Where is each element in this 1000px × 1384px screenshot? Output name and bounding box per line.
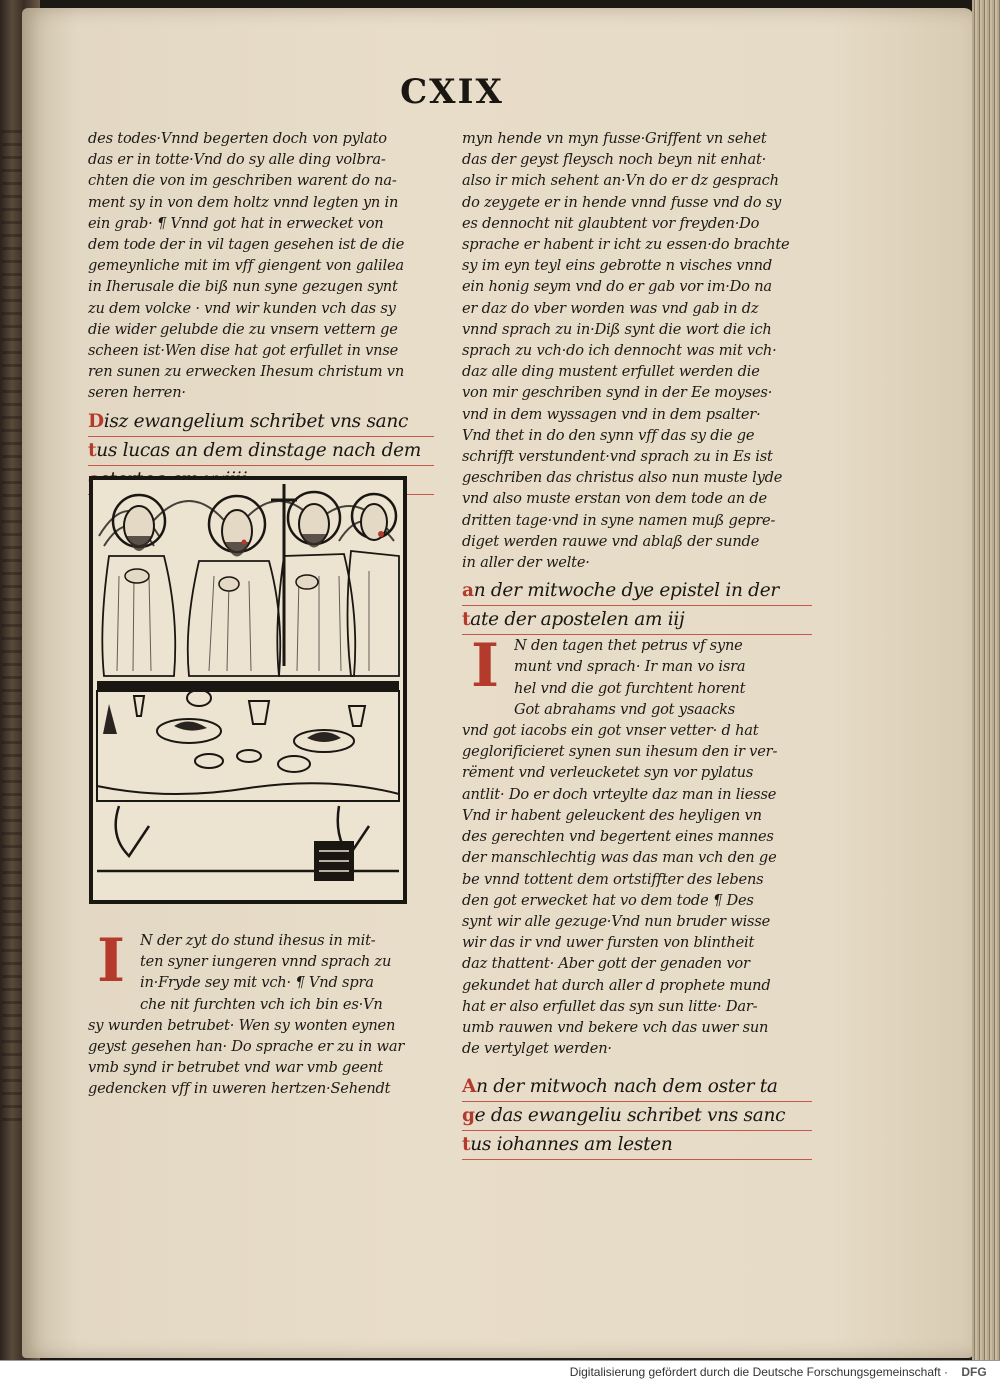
text-line-6: gemeynliche mit im vff giengent von galilea — [88, 257, 404, 275]
text-line-0: myn hende vn myn fusse·Griffent vn sehet — [462, 130, 767, 147]
text-line-20: in aller der welte· — [462, 554, 590, 572]
folio-number: CXIX — [400, 72, 504, 112]
text-line-9: synt wir alle gezuge·Vnd nun bruder wisse — [462, 912, 771, 930]
text-line-1: das er in totte·Vnd do sy alle ding volbra- — [88, 151, 386, 169]
text-line-15: schrifft verstundent·vnd sprach zu in Es ist — [462, 448, 773, 466]
text-line-6: sy im eyn teyl eins gebrotte n visches vnnd — [462, 257, 772, 275]
heading-rubric-3 — [462, 1073, 812, 1160]
text-line-14: umb rauwen vnd bekere vch das uwer sun — [462, 1018, 769, 1036]
text-line-10: wir das ir vnd uwer fursten von blintheit — [462, 934, 755, 952]
text-line-10: scheen ist·Wen dise hat got erfullet in vnse — [88, 342, 399, 360]
text-line-17: vnd also muste erstan von dem tode an de — [462, 490, 767, 508]
text-line-4: Vnd ir habent geleuckent des heyligen vn — [462, 806, 762, 824]
funding-notice: Digitalisierung gefördert durch die Deutsche Forschungsgemeinschaft · — [569, 1365, 948, 1379]
left-column — [88, 128, 434, 495]
text-line-19: diget werden rauwe vnd ablaß der sunde — [462, 532, 760, 550]
heading-line-1: tus lucas an dem dinstage nach dem — [88, 437, 434, 466]
right-text-block-top — [462, 128, 812, 573]
text-line-12: von mir geschriben synd in der Ee moyses· — [462, 384, 773, 402]
decorated-initial-right: I — [470, 631, 500, 702]
text-line-8: er daz do vber worden was vnd gab in dz — [462, 299, 759, 317]
text-line-2: rётent vnd verleucketet syn vor pylatus — [462, 764, 754, 782]
text-line-14: Vnd thet in do den synn vff das sy die ge — [462, 426, 755, 444]
heading-line-0: an der mitwoche dye epistel in der — [462, 577, 812, 606]
text-line-3: antlit· Do er doch vrteylte daz man in liesse — [462, 785, 777, 803]
text-line-0: des todes·Vnnd begerten doch von pylato — [88, 130, 387, 147]
text-line-6: vmb synd ir betrubet vnd war vmb geent — [88, 1059, 383, 1077]
text-line-2: also ir mich sehent an·Vn do er dz gesprach — [462, 172, 779, 190]
text-line-7: in Iherusale die biß nun syne gezugen synt — [88, 278, 398, 296]
heading-rubric-2 — [462, 577, 812, 635]
page-edges-right — [972, 0, 1000, 1360]
text-line-2: hel vnd die got furchtent horent — [514, 679, 746, 697]
text-line-7: be vnnd tottent dem ortstiffter des lebens — [462, 870, 764, 888]
text-line-4: es dennocht nit glaubtent vor freyden·Do — [462, 214, 760, 232]
text-line-2: chten die von im geschriben warent do na- — [88, 172, 397, 190]
text-line-9: die wider gelubde die zu vnsern vettern ge — [88, 320, 398, 338]
text-line-4: ein grab· ¶ Vnnd got hat in erwecket von — [88, 214, 384, 232]
text-line-15: de vertylget werden· — [462, 1040, 612, 1058]
text-line-11: ren sunen zu erwecken Ihesum christum vn — [88, 363, 405, 381]
text-line-13: vnd in dem wyssagen vnd in dem psalter· — [462, 405, 761, 423]
text-line-5: des gerechten vnd begertent eines mannes — [462, 828, 774, 846]
right-text-block-mid — [462, 720, 812, 1059]
heading-line-1: tate der apostelen am iij — [462, 606, 812, 635]
woodcut-illustration — [89, 476, 407, 904]
text-line-18: dritten tage·vnd in syne namen muß gepre- — [462, 511, 776, 529]
text-line-5: sprache er habent ir icht zu essen·do brachte — [462, 236, 790, 254]
text-line-6: der manschlechtig was das man vch den ge — [462, 849, 777, 867]
left-text-block-top — [88, 128, 434, 404]
text-line-4: sy wurden betrubet· Wen sy wonten eynen — [88, 1016, 396, 1034]
text-line-12: seren herren· — [88, 384, 186, 402]
text-line-0: N den tagen thet petrus vf syne — [514, 637, 743, 655]
left-text-block-bottom — [88, 926, 434, 1100]
text-line-8: zu dem volcke · vnd wir kunden vch das sy — [88, 299, 396, 317]
text-line-5: geyst gesehen han· Do sprache er zu in war — [88, 1038, 405, 1056]
text-line-1: ten syner iungeren vnnd sprach zu — [140, 953, 392, 971]
text-line-10: sprach zu vch·do ich dennocht was mit vch· — [462, 342, 777, 360]
text-line-12: gekundet hat durch aller d prophete mund — [462, 976, 771, 994]
heading-line-1: ge das ewangeliu schribet vns sanc — [462, 1102, 812, 1131]
digitization-footer — [0, 1360, 1000, 1384]
text-line-2: in·Fryde sey mit vch· ¶ Vnd spra — [140, 974, 374, 992]
heading-line-0: Disz ewangelium schribet vns sanc — [88, 408, 434, 437]
right-column — [462, 128, 812, 1160]
text-line-1: geglorificieret synen sun ihesum den ir ver- — [462, 743, 778, 761]
text-line-3: do zeygete er in hende vnnd fusse vnd do sy — [462, 193, 782, 211]
text-line-1: das der geyst fleysch noch beyn nit enhat· — [462, 151, 767, 169]
right-initial-block — [462, 631, 812, 720]
decorated-initial-left: I — [96, 926, 126, 996]
text-line-3: ment sy in von dem holtz vnnd legten yn in — [88, 193, 399, 211]
text-line-7: gedencken vff in uweren hertzen·Sehendt — [88, 1080, 391, 1098]
text-line-0: N der zyt do stund ihesus in mit- — [140, 932, 376, 949]
text-line-11: daz alle ding mustent erfullet werden die — [462, 363, 760, 381]
text-line-5: dem tode der in vil tagen gesehen ist de die — [88, 236, 405, 254]
heading-line-2: tus iohannes am lesten — [462, 1131, 812, 1160]
text-line-11: daz thattent· Aber gott der genaden vor — [462, 955, 750, 973]
text-line-3: che nit furchten vch ich bin es·Vn — [140, 995, 383, 1013]
text-line-0: vnd got iacobs ein got vnser vetter· d hat — [462, 722, 759, 740]
text-line-16: geschriben das christus also nun muste lyde — [462, 469, 783, 487]
text-line-3: Got abrahams vnd got ysaacks — [514, 700, 736, 718]
text-line-7: ein honig seym vnd do er gab vor im·Do na — [462, 278, 772, 296]
text-line-1: munt vnd sprach· Ir man vo isra — [514, 658, 746, 676]
text-line-9: vnnd sprach zu in·Diß synt die wort die ich — [462, 320, 772, 338]
dfg-logo-icon: DFG — [961, 1365, 987, 1379]
heading-line-0: An der mitwoch nach dem oster ta — [462, 1073, 812, 1102]
text-line-8: den got erwecket hat vo dem tode ¶ Des — [462, 891, 754, 909]
text-line-13: hat er also erfullet das syn sun litte· Dar- — [462, 997, 758, 1015]
